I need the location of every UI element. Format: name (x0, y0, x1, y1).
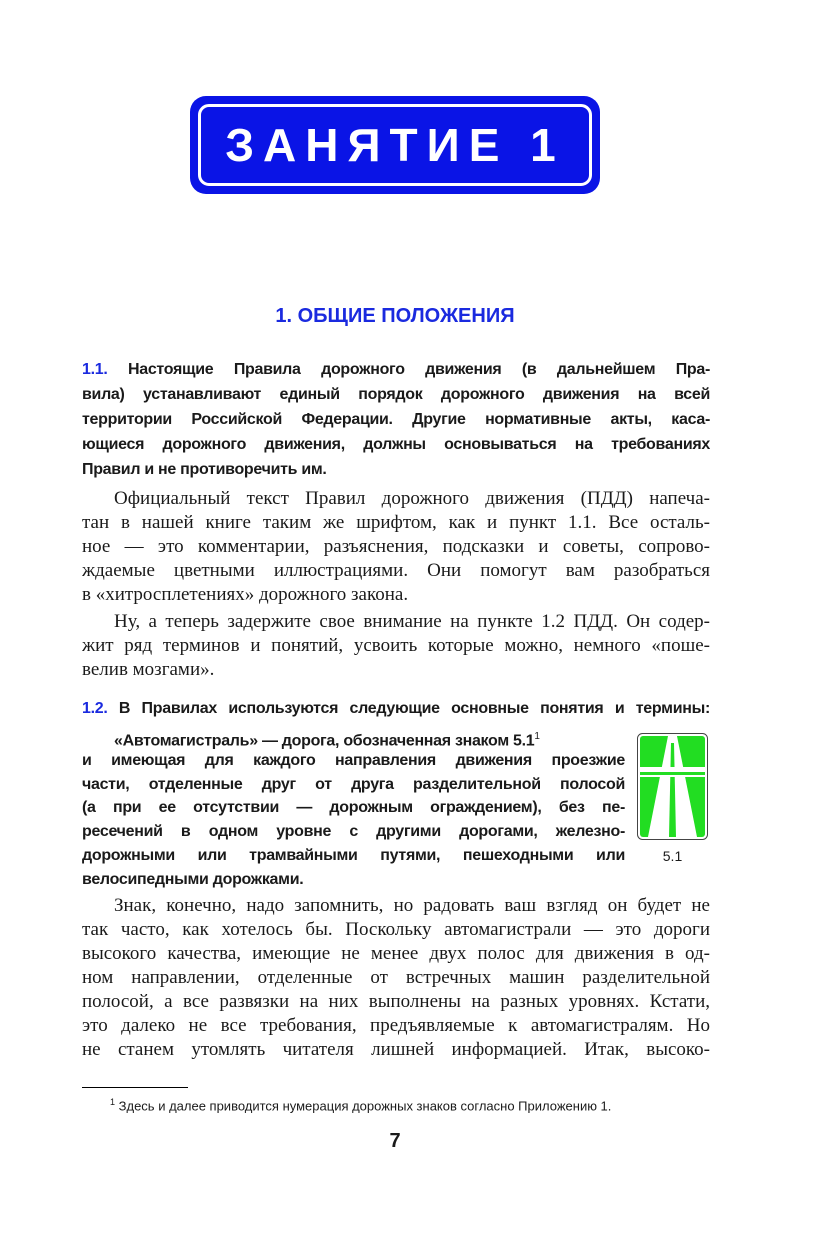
text-line: Правил и не противоречить им. (82, 461, 327, 478)
text-line: не станем утомлять читателя лишней информацией. Итак, высоко- (82, 1039, 710, 1060)
lesson-title-sign (190, 96, 600, 194)
text-line: высокого качества, имеющие не менее двух полос для движения в од- (82, 943, 710, 964)
text-line: ном направлении, отделенные от встречных машин разделительной (82, 967, 710, 988)
text-line: и имеющая для каждого направления движения проезжие (82, 751, 625, 769)
text-line-content: Настоящие Правила дорожного движения (в дальнейшем Пра- (127, 361, 710, 378)
text-line-content: «Автомагистраль» — дорога, обозначенная знаком 5.1 (114, 732, 535, 749)
page-number: 7 (389, 1130, 401, 1152)
text-line: это далеко не все требования, предъявляемые к автомагистралям. Но (82, 1015, 710, 1036)
text-line: Ну, а теперь задержите свое внимание на пункте 1.2 ПДД. Он содер- (114, 611, 710, 632)
text-line: части, отделенные друг от друга разделительной полосой (82, 775, 625, 793)
footnote-text: Здесь и далее приводится нумерация дорожных знаков согласно Приложению 1. (118, 1098, 612, 1114)
footnote (110, 1097, 611, 1113)
text-line: территории Российской Федерации. Другие нормативные акты, каса- (82, 411, 710, 428)
text-line: в «хитросплетениях» дорожного закона. (82, 584, 409, 605)
rule-1-1 (82, 357, 710, 482)
paragraph-official-text (82, 487, 710, 607)
text-line: тан в нашей книге таким же шрифтом, как и пункт 1.1. Все осталь- (82, 512, 710, 533)
text-line (82, 357, 710, 382)
text-line: дорожными или трамвайными путями, пешеходными или (82, 846, 625, 864)
motorway-sign-caption: 5.1 (662, 848, 683, 864)
footnote-mark: 1 (110, 1097, 116, 1107)
rule-1-2-intro-text: В Правилах используются следующие основные понятия и термины: (118, 700, 710, 717)
text-line: ное — это комментарии, разъяснения, подсказки и советы, сопрово- (82, 536, 710, 557)
rule-number: 1.1. (82, 361, 108, 378)
text-line: велосипедными дорожками. (82, 870, 304, 888)
rule-1-2-definition (82, 725, 625, 892)
text-line: Официальный текст Правил дорожного движения (ПДД) напеча- (114, 488, 710, 509)
text-line: Знак, конечно, надо запомнить, но радовать ваш взгляд он будет не (114, 895, 710, 916)
text-line: ющиеся дорожного движения, должны основываться на требованиях (82, 436, 710, 453)
text-line: жит ряд терминов и понятий, усвоить которые можно, немного «поше- (82, 635, 710, 656)
footnote-divider (82, 1087, 188, 1088)
text-line: полосой, а все развязки на них выполнены на разных уровнях. Кстати, (82, 991, 710, 1012)
rule-1-2-intro (82, 696, 710, 721)
text-line: ресечений в одном уровне с другими дорогами, железно- (82, 823, 625, 841)
text-line: ждаемые цветными иллюстрациями. Они помогут вам разобраться (82, 560, 710, 581)
rule-number: 1.2. (82, 700, 108, 717)
text-line: (а при ее отсутствии — дорожным ограждением), без пе- (82, 799, 625, 817)
paragraph-motorway-comment (82, 894, 710, 1062)
footnote-reference: 1 (534, 731, 540, 742)
text-line: вила) устанавливают единый порядок дорожного движения на всей (82, 386, 710, 403)
text-line (82, 725, 625, 749)
lesson-title-sign-border (198, 104, 592, 186)
text-line: велив мозгами». (82, 659, 215, 680)
lesson-title: ЗАНЯТИЕ 1 (225, 119, 565, 171)
paragraph-terms-intro (82, 610, 710, 682)
text-line: так часто, как хотелось бы. Поскольку автомагистрали — это дороги (82, 919, 710, 940)
section-heading: 1. ОБЩИЕ ПОЛОЖЕНИЯ (275, 305, 515, 327)
motorway-sign-5-1 (637, 733, 708, 840)
